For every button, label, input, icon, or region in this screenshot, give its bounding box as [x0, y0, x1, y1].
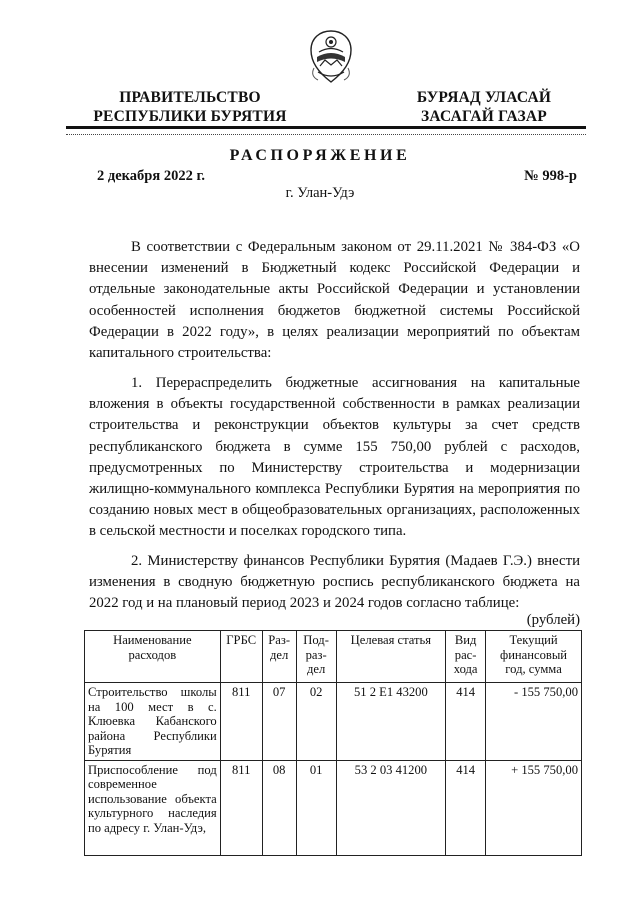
column-header-statya: Целевая статья — [336, 631, 446, 683]
column-header-grbs: ГРБС — [220, 631, 262, 683]
cell-statya: 53 2 03 41200 — [336, 760, 446, 855]
column-header-razdel: Раз-дел — [262, 631, 296, 683]
cell-podrazdel: 02 — [296, 683, 336, 761]
document-number: № 998-р — [524, 168, 577, 184]
column-header-vid: Вид рас-хода — [446, 631, 486, 683]
document-city: г. Улан-Удэ — [285, 185, 355, 201]
cell-razdel: 07 — [262, 683, 296, 761]
table-header-row — [85, 631, 582, 683]
header-left-line2: РЕСПУБЛИКИ БУРЯТИЯ — [93, 108, 287, 125]
cell-sum: - 155 750,00 — [486, 683, 582, 761]
column-header-sum: Текущий финансовый год, сумма — [486, 631, 582, 683]
header-right-line1: БУРЯАД УЛАСАЙ — [416, 89, 552, 106]
column-header-podrazdel: Под-раз-дел — [296, 631, 336, 683]
cell-vid: 414 — [446, 760, 486, 855]
header-right-line2: ЗАСАГАЙ ГАЗАР — [421, 108, 547, 125]
paragraph-item-2: 2. Министерству финансов Республики Бурятия (Мадаев Г.Э.) внести изменения в сводную бюджетную роспись республиканского бюджета на 2022 год и на плановый период 2023 и 2024 годов согласно таблице: — [89, 553, 580, 612]
table-row — [85, 760, 582, 855]
paragraph-preamble: В соответствии с Федеральным законом от 29.11.2021 № 384-ФЗ «О внесении изменений в Бюджетный кодекс Российской Федерации и отдельные законодательные акты Российской Федерации и установлении особенностей исполнения бюджетов бюджетной системы Российской Федерации в 2022 году», в целях реализации мероприятий по объектам капитального строительства: — [89, 239, 580, 362]
table-row — [85, 683, 582, 761]
column-header-name: Наименование расходов — [85, 631, 221, 683]
government-name-russian — [84, 88, 296, 126]
paragraph-item-1: 1. Перераспределить бюджетные ассигнования на капитальные вложения в объекты государственной собственности в рамках реализации строительства и реконструкции объектов культуры за счет средств республиканского бюджета в сумме 155 750,00 рублей с расходов, предусмотренных по Министерству строительства и модернизации жилищно-коммунального комплекса Республики Бурятия на мероприятия по созданию новых мест в общеобразовательных организациях, расположенных в сельской местности и поселках городского типа. — [89, 375, 580, 540]
document-type-title: РАСПОРЯЖЕНИЕ — [229, 147, 411, 164]
cell-podrazdel: 01 — [296, 760, 336, 855]
header-left-line1: ПРАВИТЕЛЬСТВО — [119, 89, 261, 106]
header-divider-dotted — [66, 134, 586, 135]
cell-grbs: 811 — [220, 683, 262, 761]
cell-grbs: 811 — [220, 760, 262, 855]
cell-sum: + 155 750,00 — [486, 760, 582, 855]
coat-of-arms-emblem — [306, 28, 356, 86]
cell-name: Приспособление под современное использование объекта культурного наследия по адресу г. Улан-Удэ, — [85, 760, 221, 855]
cell-razdel: 08 — [262, 760, 296, 855]
budget-table — [84, 630, 582, 856]
header-divider-thick — [66, 126, 586, 129]
cell-statya: 51 2 E1 43200 — [336, 683, 446, 761]
table-units-label: (рублей) — [526, 612, 580, 628]
document-date: 2 декабря 2022 г. — [97, 168, 206, 184]
cell-name: Строительство школы на 100 мест в с. Клюевка Кабанского района Республики Бурятия — [85, 683, 221, 761]
cell-vid: 414 — [446, 683, 486, 761]
government-name-buryat — [404, 88, 564, 126]
